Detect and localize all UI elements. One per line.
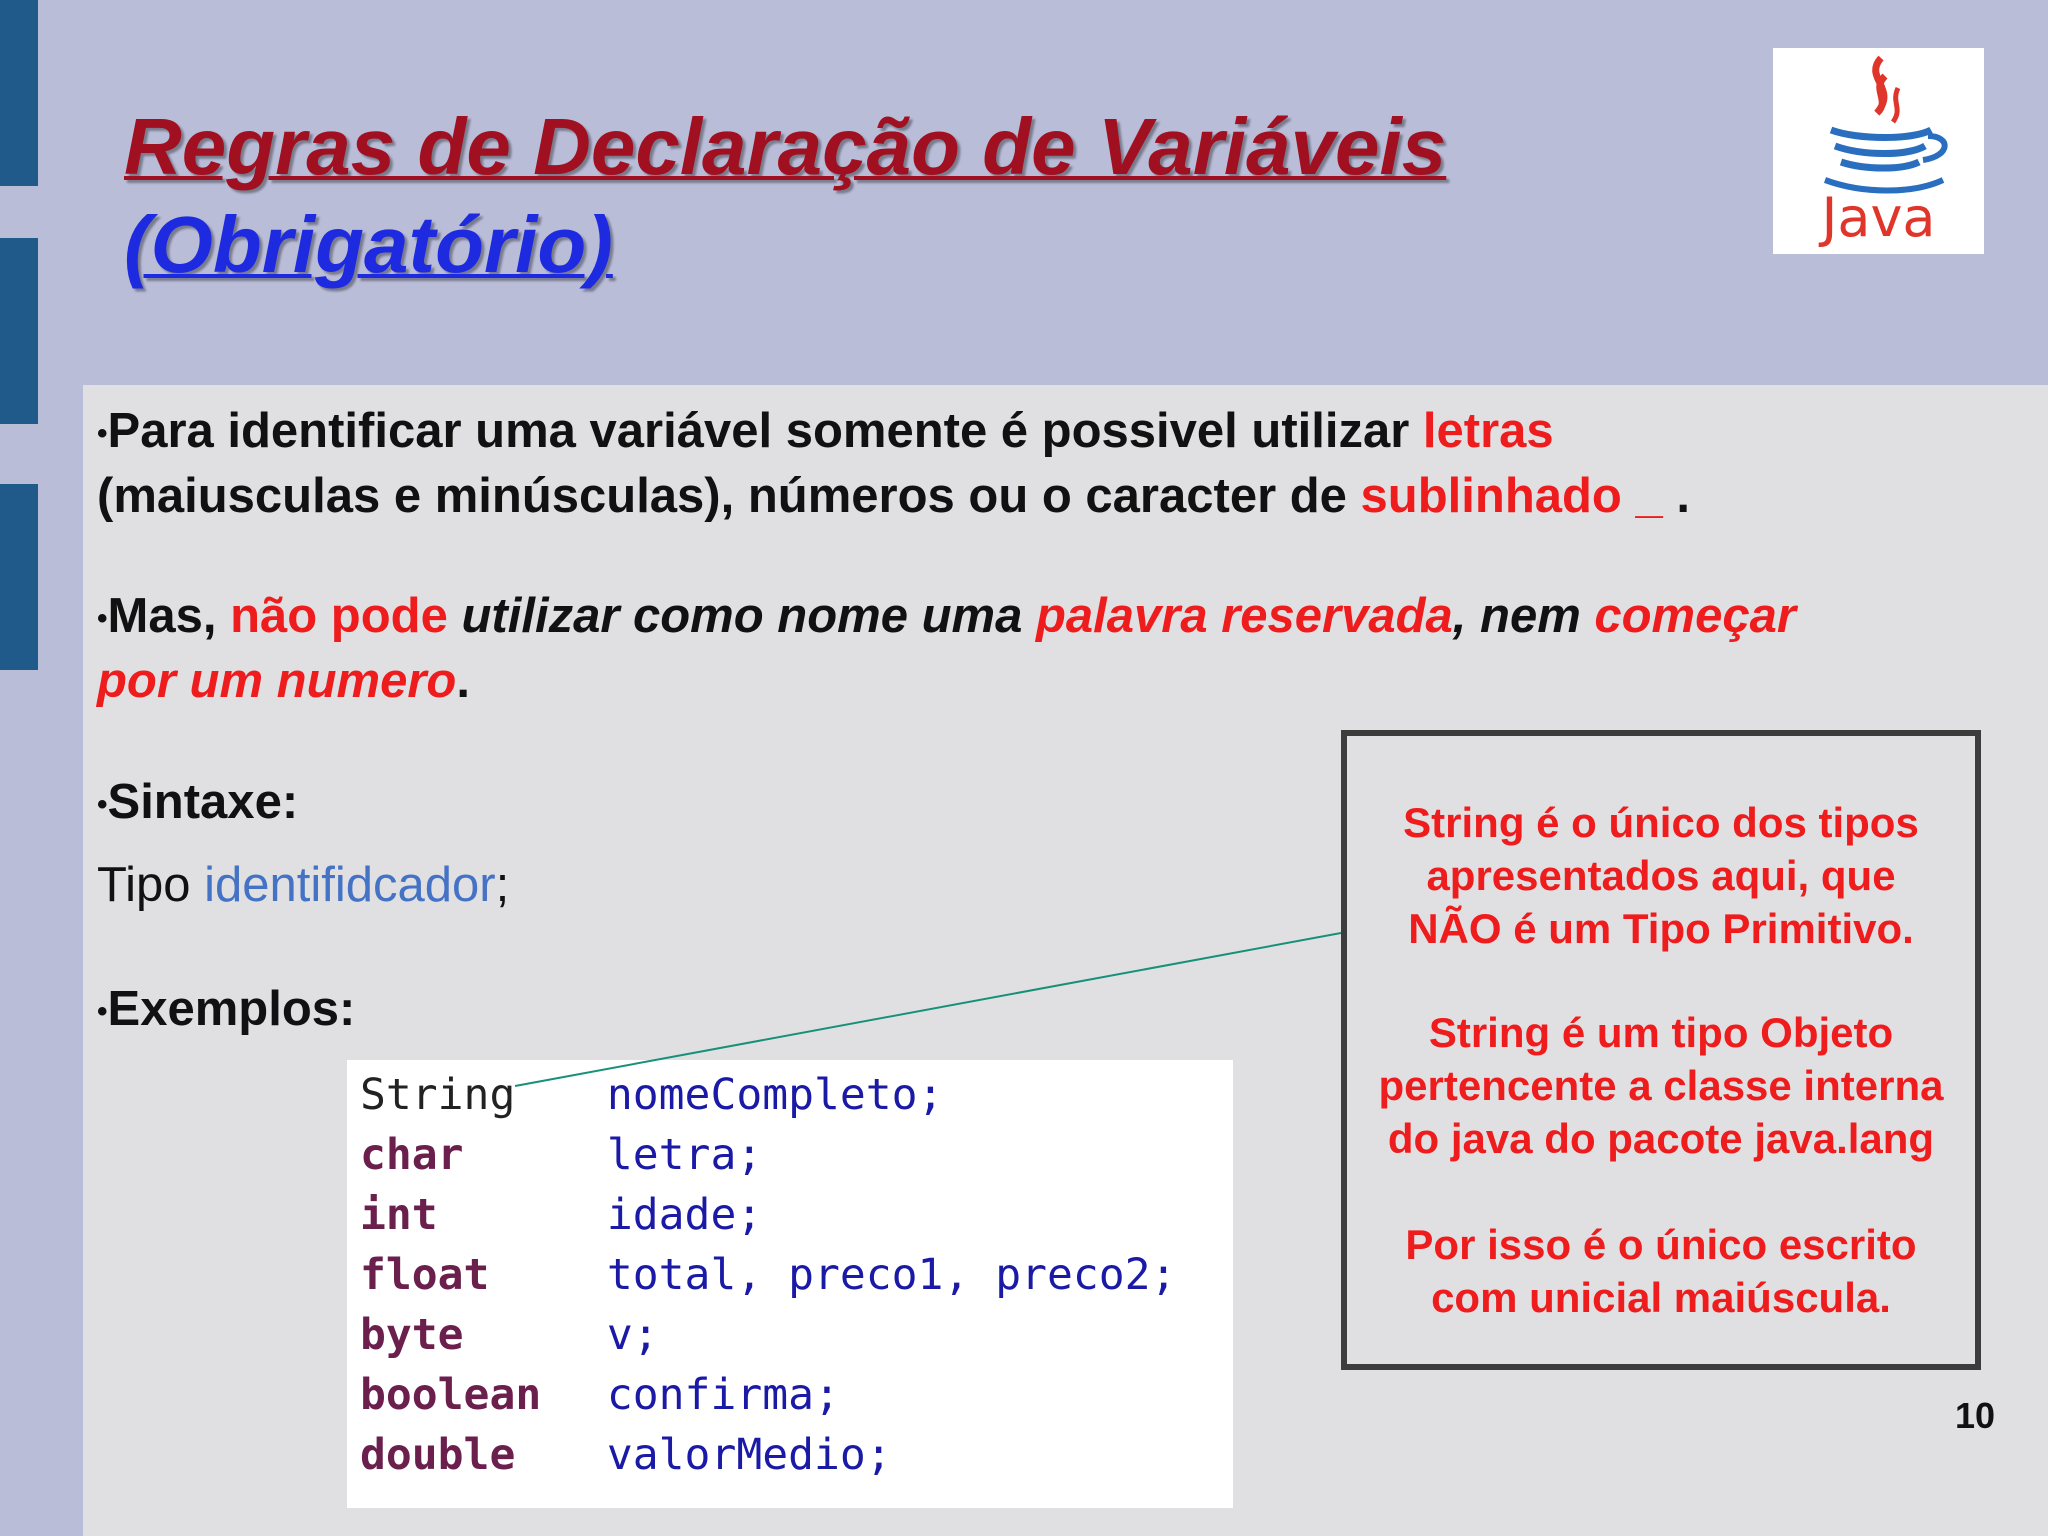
- bullet-2: •Mas, não pode utilizar como nome uma palavra reservada, nem começar por um numero.: [97, 589, 1796, 709]
- code-line: double valorMedio;: [360, 1430, 892, 1480]
- java-logo-text: Java: [1821, 186, 1936, 249]
- bullet-1: •Para identificar uma variável somente é possivel utilizar letras (maiusculas e minúsculas), números ou o caracter de sublinhado _ .: [97, 404, 1690, 524]
- code-line: byte v;: [360, 1310, 659, 1360]
- bullet-dot-icon: •: [97, 602, 108, 636]
- bullet-dot-icon: •: [97, 417, 108, 451]
- code-line: String nomeCompleto;: [360, 1070, 944, 1120]
- syntax-identifier: identifidcador: [204, 858, 496, 912]
- title-line-2: (Obrigatório): [124, 200, 613, 289]
- code-line: int idade;: [360, 1190, 763, 1240]
- bullet-examples: •Exemplos:: [97, 982, 356, 1036]
- highlight-letras: letras: [1422, 404, 1554, 458]
- string-note-box: [1341, 730, 1981, 1370]
- note-paragraph-1: String é o único dos tipos apresentados aqui, que NÃO é um Tipo Primitivo.: [1403, 799, 1919, 952]
- note-paragraph-3: Por isso é o único escrito com unicial maiúscula.: [1405, 1221, 1917, 1321]
- bullet-syntax: •Sintaxe:: [97, 775, 299, 829]
- bullet-dot-icon: •: [97, 995, 108, 1029]
- note-paragraph-2: String é um tipo Objeto pertencente a classe interna do java do pacote java.lang: [1378, 1009, 1944, 1162]
- bullet-dot-icon: •: [97, 788, 108, 822]
- code-line: char letra;: [360, 1130, 763, 1180]
- code-line: float total, preco1, preco2;: [360, 1250, 1177, 1300]
- highlight-sublinhado: sublinhado _: [1360, 469, 1663, 524]
- title-line-1: Regras de Declaração de Variáveis: [124, 102, 1447, 191]
- code-line: boolean confirma;: [360, 1370, 840, 1420]
- syntax-line: Tipo identifidcador;: [97, 858, 510, 912]
- page-number: 10: [1955, 1395, 1996, 1436]
